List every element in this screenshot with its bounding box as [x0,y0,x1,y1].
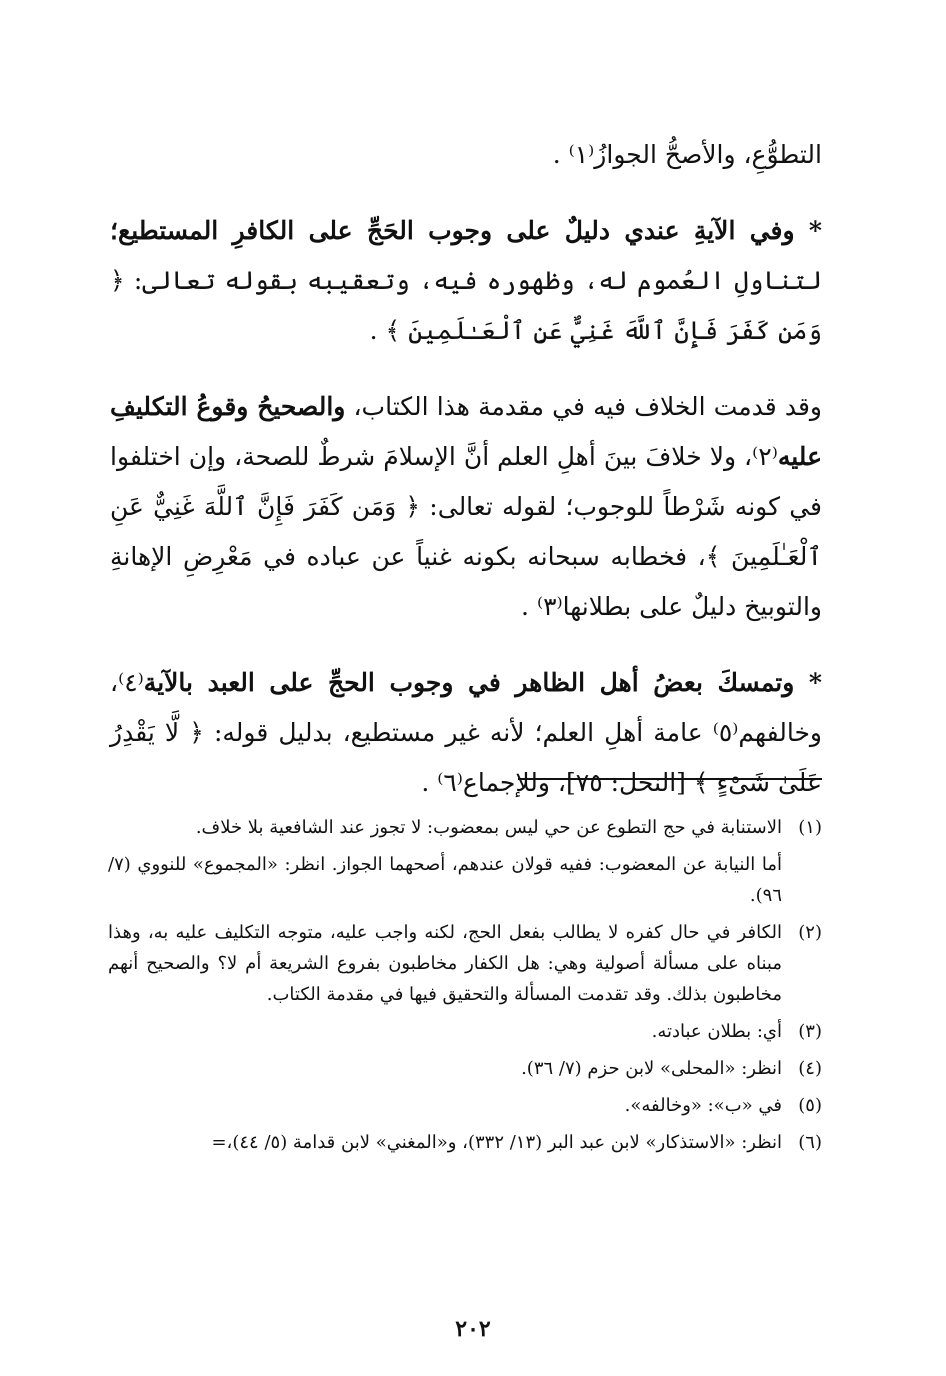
footnote-text: الاستنابة في حج التطوع عن حي ليس بمعضوب: لا تجوز عند الشافعية بلا خلاف. [195,817,782,838]
footnote-number: (١) [798,817,822,838]
footnote-text: أي: بطلان عبادته. [651,1021,782,1042]
footnote-3 [108,1016,822,1047]
footnote-number: (٤) [798,1058,822,1079]
footnote-1 [108,812,822,843]
footnote-number: (٦) [798,1132,822,1153]
paragraph-2-rest: لتناولِ العُموم له، وظهوره فيه، وتعقيبه بقوله تعالى: ﴿ وَمَن كَفَرَ فَإِنَّ ٱللَّهَ غَنِيٌّ عَنِ ٱلْعَـٰلَمِينَ ﴾ . [110,266,822,345]
footnote-1-continuation: أما النيابة عن المعضوب: ففيه قولان عندهم، أصحهما الجواز. انظر: «المجموع» للنووي (٧/ ٩٦). [108,854,782,906]
paragraph-2-lead: * وفي الآيةِ عندي دليلٌ على وجوب الحَجِّ على الكافرِ المستطيع؛ [110,216,822,245]
footnote-text: انظر: «الاستذكار» لابن عبد البر (١٣/ ٣٣٢)، و«المغني» لابن قدامة (٥/ ٤٤)،= [211,1132,782,1153]
footnote-text: انظر: «المحلى» لابن حزم (٧/ ٣٦). [521,1058,782,1079]
footnote-text: الكافر في حال كفره لا يطالب بفعل الحج، لكنه واجب عليه، متوجه التكليف عليه به، وهذا مبناه على مسألة أصولية وهي: هل الكفار مخاطبون بفروع الشريعة أم لا؟ والصحيح أنهم مخاطبون بذلك. وقد تقدمت المسألة والتحقيق فيها في مقدمة الكتاب. [108,922,782,1005]
footnote-separator [518,778,822,780]
paragraph-2 [110,206,822,356]
paragraph-4 [110,658,822,808]
paragraph-1-text: التطوُّعِ، والأصحُّ الجوازُ⁽١⁾ . [552,140,822,169]
footnote-5 [108,1090,822,1121]
paragraph-3-bold: والصحيحُ وقوعُ التكليفِ عليه [110,392,822,471]
footnote-number: (٣) [798,1021,822,1042]
footnote-2 [108,917,822,1010]
paragraph-1 [110,130,822,180]
paragraph-4-lead: * وتمسكَ بعضُ أهل الظاهر في وجوب الحجِّ على العبد بالآية [143,668,822,697]
paragraph-3-part-a: وقد قدمت الخلاف فيه في مقدمة هذا الكتاب، [345,392,823,421]
paragraph-3 [110,382,822,632]
paragraph-4-rest: ⁽٤⁾، وخالفهم⁽٥⁾ عامة أهلِ العلم؛ لأنه غير مستطيع، بدليل قوله: ﴿ لَّا يَقْدِرُ عَلَىٰ شَىْءٍ ﴾ [النحل: ٧٥]، وللإجماع⁽٦⁾ . [110,668,822,797]
footnote-6 [108,1127,822,1158]
footnote-number: (٢) [798,922,822,943]
main-text [110,130,822,808]
footnote-4 [108,1053,822,1084]
footnote-number: (٥) [798,1095,822,1116]
footnote-text: في «ب»: «وخالفه». [624,1095,782,1116]
paragraph-3-part-b: ⁽٢⁾، ولا خلافَ بينَ أهلِ العلم أنَّ الإسلامَ شرطٌ للصحة، وإن اختلفوا في كونه شَرْطاً للوجوب؛ لقوله تعالى: ﴿ وَمَن كَفَرَ فَإِنَّ ٱللَّهَ غَنِيٌّ عَنِ ٱلْعَـٰلَمِينَ ﴾، فخطابه سبحانه بكونه غنياً عن عباده في مَعْرِضِ الإهانةِ والتوبيخ دليلٌ على بطلانها⁽٣⁾ . [110,442,822,621]
footnotes [108,812,822,1164]
page-number: ٢٠٢ [455,1316,491,1342]
